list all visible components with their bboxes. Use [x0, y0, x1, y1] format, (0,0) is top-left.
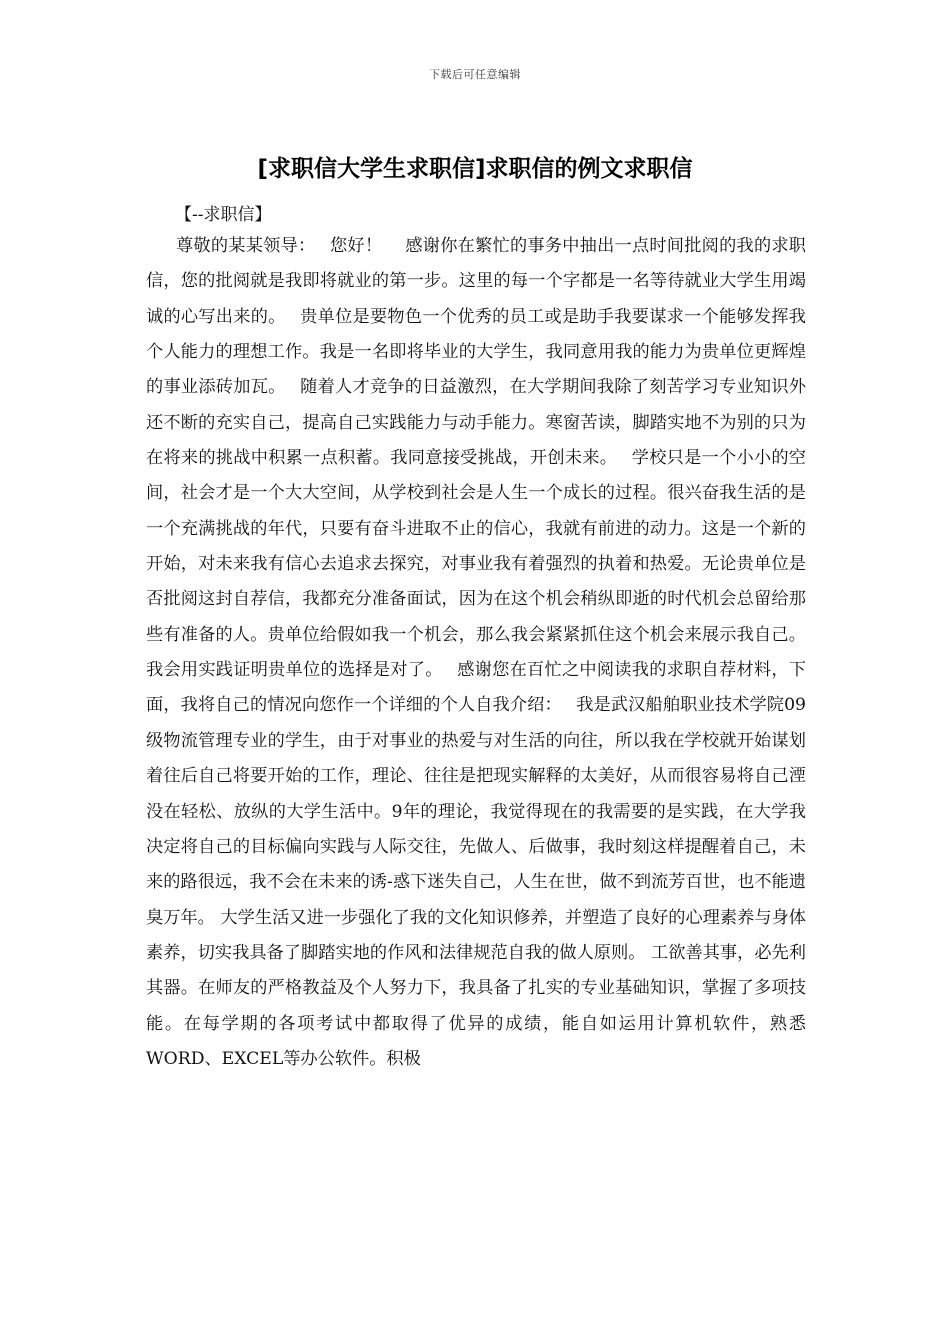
section-label: 【--求职信】: [175, 205, 272, 225]
page-header-note: 下载后可任意编辑: [429, 68, 521, 81]
document-title: [求职信大学生求职信]求职信的例文求职信: [257, 156, 693, 182]
letter-body: 尊敬的某某领导： 您好！ 感谢你在繁忙的事务中抽出一点时间批阅的我的求职信，您的批阅就是我即将就业的第一步。这里的每一个字都是一名等待就业大学生用竭诚的心写出来的。 贵单位是要物色一个优秀的员工或是助手我要谋求一个能够发挥我个人能力的理想工作。我是一名即将毕业的大学生，我同意用我的能力为贵单位更辉煌的事业添砖加瓦。 随着人才竞争的日益激烈，在大学期间我除了刻苦学习专业知识外还不断的充实自己，提高自己实践能力与动手能力。寒窗苦读，脚踏实地不为别的只为在将来的挑战中积累一点积蓄。我同意接受挑战，开创未来。 学校只是一个小小的空间，社会才是一个大大空间，从学校到社会是人生一个成长的过程。很兴奋我生活的是一个充满挑战的年代，只要有奋斗进取不止的信心，我就有前进的动力。这是一个新的开始，对未来我有信心去追求去探究，对事业我有着强烈的执着和热爱。无论贵单位是否批阅这封自荐信，我都充分准备面试，因为在这个机会稍纵即逝的时代机会总留给那些有准备的人。贵单位给假如我一个机会，那么我会紧紧抓住这个机会来展示我自己。我会用实践证明贵单位的选择是对了。 感谢您在百忙之中阅读我的求职自荐材料，下面，我将自己的情况向您作一个详细的个人自我介绍： 我是武汉船舶职业技术学院09级物流管理专业的学生，由于对事业的热爱与对生活的向往，所以我在学校就开始谋划着往后自己将要开始的工作，理论、往往是把现实解释的太美好，从而很容易将自己湮没在轻松、放纵的大学生活中。9年的理论，我觉得现在的我需要的是实践，在大学我决定将自己的目标偏向实践与人际交往，先做人、后做事，我时刻这样提醒着自己，未来的路很远，我不会在未来的诱-惑下迷失自己，人生在世，做不到流芳百世，也不能遗臭万年。 大学生活又进一步强化了我的文化知识修养，并塑造了良好的心理素养与身体素养，切实我具备了脚踏实地的作风和法律规范自我的做人原则。 工欲善其事，必先利其器。在师友的严格教益及个人努力下，我具备了扎实的专业基础知识，掌握了多项技能。在每学期的各项考试中都取得了优异的成绩，能自如运用计算机软件，熟悉WORD、EXCEL等办公软件。积极: [146, 236, 806, 1069]
